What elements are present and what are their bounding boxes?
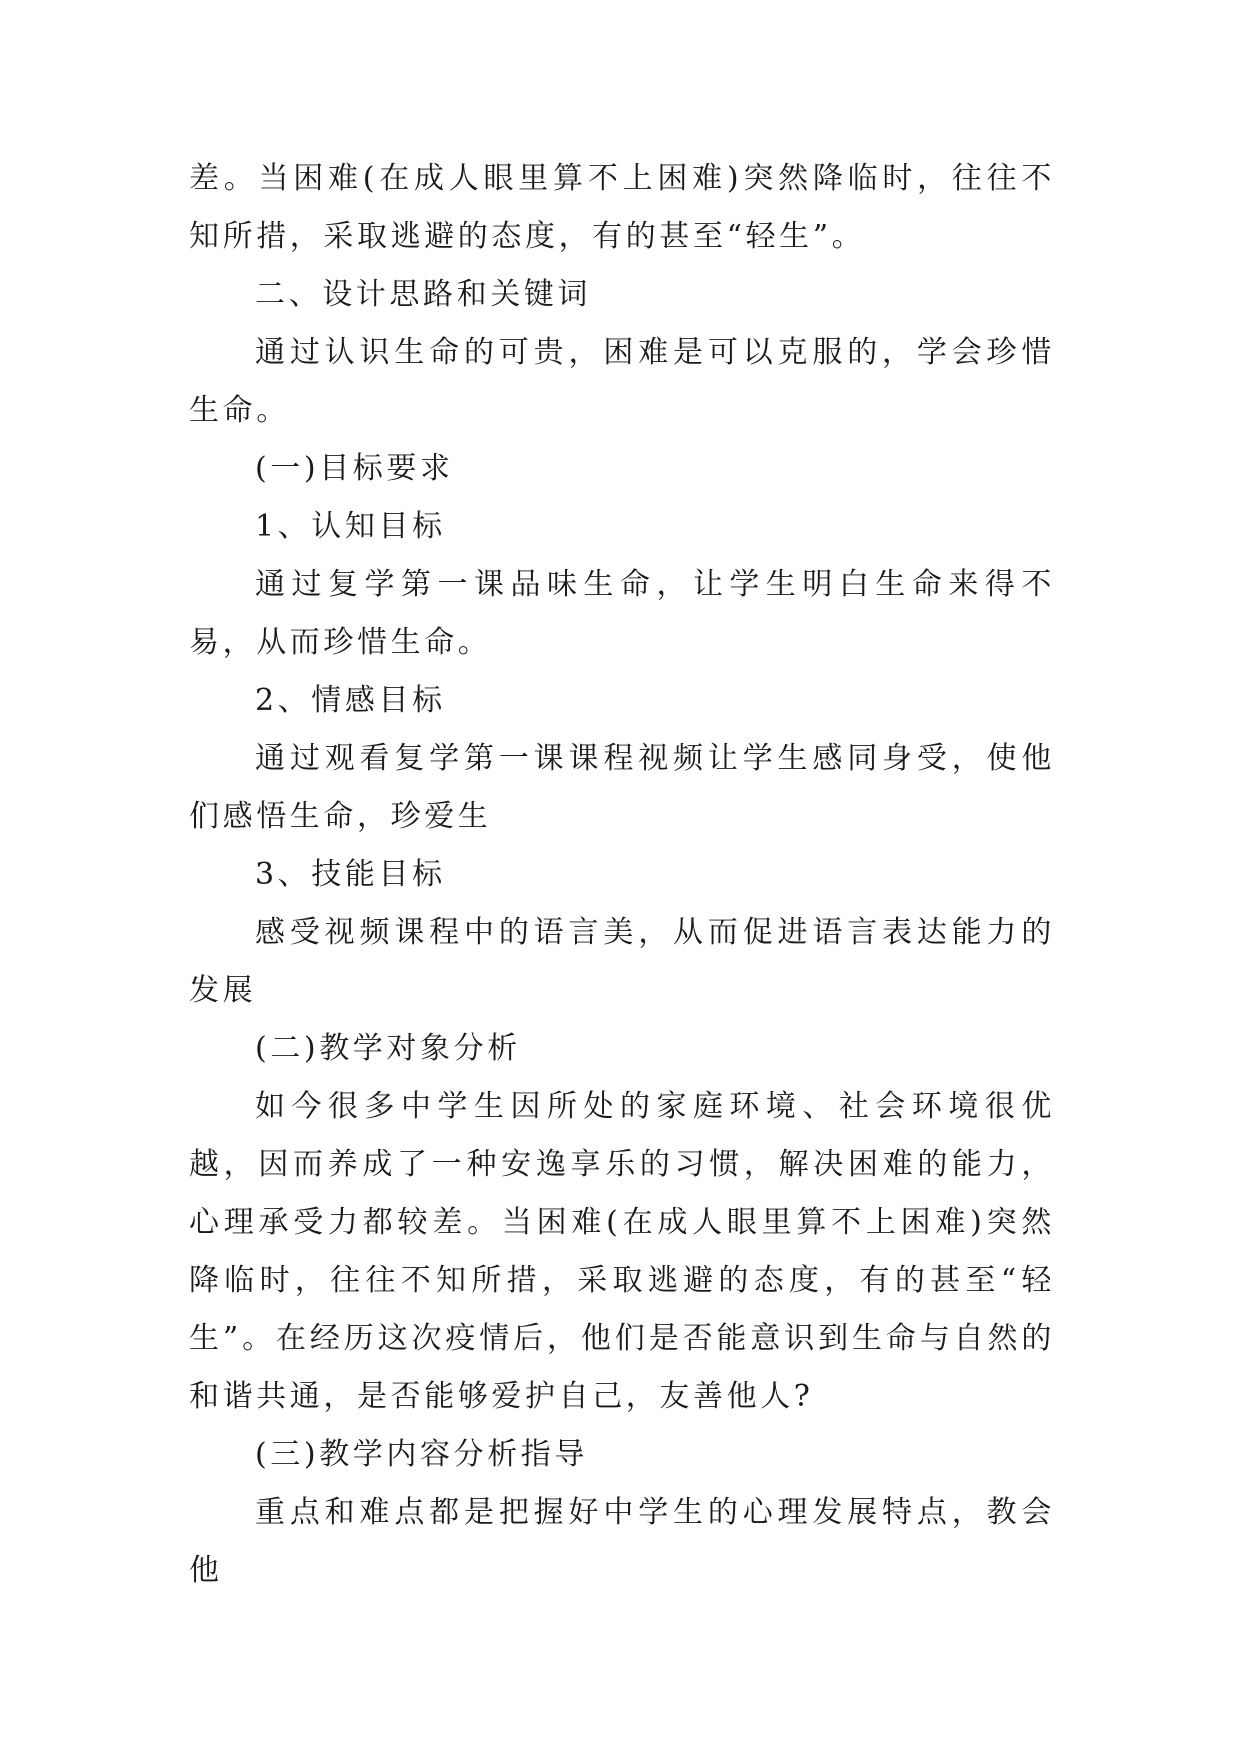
goal-heading-skill: 3、技能目标 xyxy=(255,857,446,892)
subsection-heading-audience: (二)教学对象分析 xyxy=(255,1031,521,1066)
subsection-heading-content: (三)教学内容分析指导 xyxy=(255,1437,589,1472)
paragraph-continuation: 差。当困难(在成人眼里算不上困难)突然降临时，往往不知所措，采取逃避的态度，有的甚至“轻生”。 xyxy=(189,161,1055,254)
goal-heading-cognitive: 1、认知目标 xyxy=(255,509,446,544)
paragraph-cognitive-goal: 通过复学第一课品味生命，让学生明白生命来得不易，从而珍惜生命。 xyxy=(189,567,1055,660)
section-heading-design: 二、设计思路和关键词 xyxy=(255,277,591,312)
subsection-heading-goals: (一)目标要求 xyxy=(255,451,454,486)
paragraph-emotional-goal: 通过观看复学第一课课程视频让学生感同身受，使他们感悟生命，珍爱生 xyxy=(189,741,1055,834)
document-body xyxy=(189,150,1055,1600)
goal-heading-emotional: 2、情感目标 xyxy=(255,683,446,718)
paragraph-content-analysis: 重点和难点都是把握好中学生的心理发展特点，教会他 xyxy=(189,1495,1055,1588)
paragraph-skill-goal: 感受视频课程中的语言美，从而促进语言表达能力的发展 xyxy=(189,915,1055,1008)
paragraph-design-summary: 通过认识生命的可贵，困难是可以克服的，学会珍惜生命。 xyxy=(189,335,1055,428)
paragraph-audience-analysis: 如今很多中学生因所处的家庭环境、社会环境很优越，因而养成了一种安逸享乐的习惯，解决困难的能力，心理承受力都较差。当困难(在成人眼里算不上困难)突然降临时，往往不知所措，采取逃避的态度，有的甚至“轻生”。在经历这次疫情后，他们是否能意识到生命与自然的和谐共通，是否能够爱护自己，友善他人? xyxy=(189,1089,1055,1414)
